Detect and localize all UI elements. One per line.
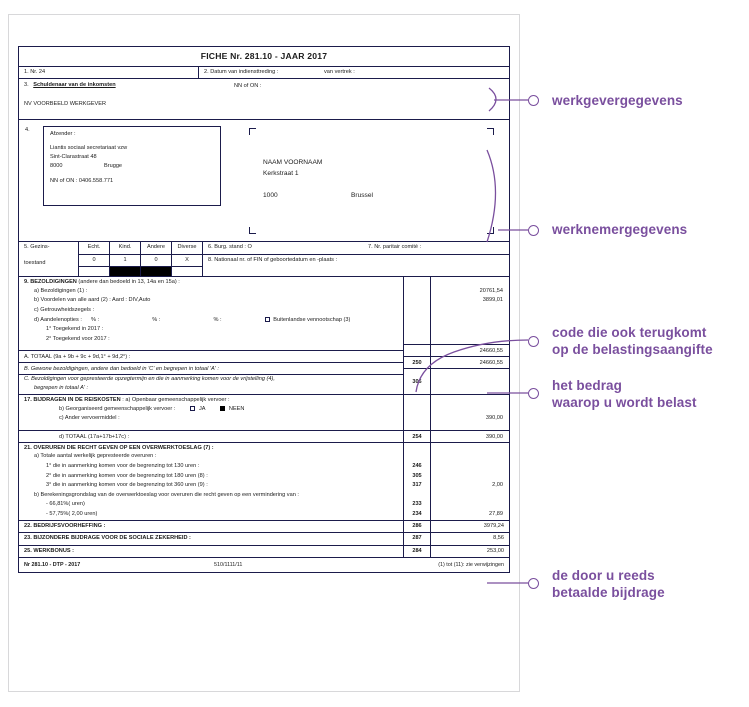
- werkbonus-label: 25. WERKBONUS :: [24, 547, 75, 554]
- label-afzender: Afzender :: [50, 131, 76, 138]
- header-kind: Kind.: [110, 242, 141, 254]
- value-bezoldigingen-c: [431, 306, 509, 316]
- annotation-code-line2: op de belastingsaangifte: [552, 341, 713, 357]
- recipient-zip: 1000: [263, 192, 278, 200]
- section-bezoldigingen: [19, 277, 509, 395]
- code-254: 254: [404, 430, 430, 442]
- overuren-pct-row-2: - 57,75%( 2,00 uren): [46, 510, 98, 517]
- section3-number: 3.: [24, 82, 29, 89]
- field-nr: 1. Nr. 24: [19, 67, 199, 79]
- gewone-bezoldigingen-label: B. Gewone bezoldigingen, andere dan bedoeld in 'C' en begrepen in totaal 'A' :: [19, 362, 403, 374]
- value-code-317: 2,00: [492, 482, 503, 489]
- annotation-werknemergegevens-text: werknemergegevens: [552, 222, 688, 237]
- annotation-bedrag-line2: waarop u wordt belast: [552, 394, 697, 410]
- header-andere: Andere: [141, 242, 172, 254]
- aandelen-pct-2: % :: [152, 316, 161, 323]
- reiskosten-value-column: [431, 395, 509, 442]
- code-cell-blank-totaal: [404, 344, 430, 356]
- gezinstoestand-value-row: [79, 255, 202, 268]
- value-totaal-a: 24660,55: [431, 344, 509, 356]
- code-250: 250: [404, 356, 430, 368]
- reiskosten-line-c: c) Ander vervoermiddel :: [59, 415, 120, 422]
- gezinstoestand-redacted-row: [79, 267, 202, 276]
- section-schuldenaar: [19, 79, 509, 120]
- value-code-250: 24660,55: [431, 356, 509, 368]
- label-van-vertrek: van vertrek :: [324, 68, 355, 75]
- reiskosten-heading-bold: 17. BIJDRAGEN IN DE REISKOSTEN: [24, 396, 121, 403]
- annotation-marker-werkgevergegevens: [528, 95, 539, 106]
- section-overuren: [19, 443, 509, 521]
- bezoldigingen-left: [19, 277, 403, 394]
- sender-street: Sint-Clarastraat 48: [50, 153, 97, 160]
- footer-center: 510/1111/11: [214, 562, 243, 569]
- field-nationaal-nr: 8. Nationaal nr. of FIN of geboortedatum en -plaats :: [208, 256, 338, 263]
- overuren-line-a: a) Totale aantal werkelijk gepresteerde overuren :: [34, 453, 157, 460]
- value-code-234: 27,89: [489, 510, 503, 517]
- bezoldigingen-line-a: a) Bezoldigingen (1) :: [34, 287, 88, 294]
- section-afzender-geadresseerde: [19, 120, 509, 242]
- value-code-284: 253,00: [486, 547, 504, 554]
- recipient-city: Brussel: [351, 192, 373, 200]
- aandelen-pct-1: % :: [91, 316, 100, 323]
- annotation-bedrag-line1: het bedrag: [552, 378, 623, 393]
- annotation-marker-werknemergegevens: [528, 225, 539, 236]
- reiskosten-ja-checkbox[interactable]: [190, 406, 195, 411]
- code-233: 233: [412, 501, 422, 508]
- header-echt: Echt.: [79, 242, 110, 254]
- gezinstoestand-header-row: [79, 242, 202, 255]
- overuren-value-column: [431, 443, 509, 520]
- overuren-left: [19, 443, 403, 520]
- value-code-254: 390,00: [431, 430, 509, 442]
- sender-box: [43, 126, 221, 206]
- redacted-cell-2: [110, 267, 141, 276]
- reiskosten-ja-label: JA: [198, 405, 206, 412]
- value-andere: 0: [141, 255, 172, 267]
- code-317: 317: [412, 482, 422, 489]
- reiskosten-line-d: d) TOTAAL (17a+17b+17c) :: [19, 430, 403, 442]
- section-werkbonus: [19, 546, 509, 559]
- crop-mark-top-right-icon: [487, 128, 494, 135]
- buitenlandse-vennootschap-checkbox[interactable]: [265, 317, 270, 322]
- reiskosten-line-b: [19, 405, 403, 415]
- reiskosten-heading: [19, 395, 403, 405]
- label-datum-indiensttreding: 2. Datum van indiensttreding :: [204, 68, 279, 75]
- opzegtermijn-label-1: C. Bezoldigingen voor gepresteerde opzegtermijn en die in aanmerking komen voor de vrijstelling (4),: [19, 374, 403, 384]
- bezoldigingen-line-b: b) Voordelen van alle aard (2) : Aard : DIV,Auto: [34, 297, 151, 304]
- bedrijfsvoorheffing-label: 22. BEDRIJFSVOORHEFFING :: [24, 522, 106, 529]
- overuren-line-b: b) Berekeningsgrondslag van de overwerktoeslag voor overuren die recht geven op een vermindering van :: [34, 491, 299, 498]
- buitenlandse-vennootschap-label: Buitenlandse vennootschap (3): [273, 316, 351, 323]
- recipient-street: Kerkstraat 1: [263, 169, 299, 177]
- section3-heading: Schuldenaar van de inkomsten: [33, 82, 116, 89]
- opzegtermijn-label-2: begrepen in totaal A' :: [34, 384, 89, 391]
- field-dates: [199, 67, 509, 79]
- header-diverse: Diverse: [177, 244, 197, 251]
- annotation-werkgevergegevens-text: werkgevergegevens: [552, 93, 683, 108]
- value-code-305: [431, 472, 509, 482]
- code-284: 284: [403, 546, 431, 558]
- overuren-code-column: [403, 443, 431, 520]
- field-burg-stand: 6. Burg. stand : O: [208, 244, 252, 251]
- row-nr: [19, 67, 509, 80]
- redacted-cell-4: [172, 267, 202, 276]
- redacted-cell-1: [79, 267, 110, 276]
- overuren-row-2: 2° die in aanmerking komen voor de begrenzing tot 180 uren (8) :: [46, 472, 208, 479]
- overuren-pct-row-1: - 66,81%( uren): [46, 501, 85, 508]
- code-234: 234: [412, 510, 422, 517]
- annotation-betaalde-bijdrage: [552, 568, 665, 602]
- gezinstoestand-label: [19, 242, 79, 276]
- annotation-code-line1: code die ook terugkomt: [552, 325, 707, 340]
- value-code-306: [431, 368, 509, 388]
- value-bezoldigingen-a: 20761,54: [479, 287, 503, 294]
- gezinstoestand-label-line1: 5. Gezins-: [24, 244, 50, 251]
- value-code-233: [431, 500, 509, 510]
- crop-mark-bottom-right-icon: [487, 227, 494, 234]
- overuren-row-3: 3° die in aanmerking komen voor de begrenzing tot 360 uren (9) :: [46, 482, 208, 489]
- value-echt: 0: [79, 255, 110, 267]
- crop-mark-top-left-icon: [249, 128, 256, 135]
- code-246: 246: [412, 462, 422, 469]
- annotation-code-belastingaangifte: [552, 325, 713, 359]
- value-code-286: 3979,24: [483, 522, 504, 529]
- tax-form-fiche: [18, 46, 510, 573]
- form-footer: [19, 558, 509, 572]
- section-bedrijfsvoorheffing: [19, 521, 509, 534]
- section4-number: 4.: [25, 127, 30, 134]
- code-306: 306: [404, 368, 430, 388]
- reiskosten-heading-rest: : a) Openbaar gemeenschappelijk vervoer :: [122, 396, 230, 403]
- bezoldigingen-heading: [19, 277, 403, 287]
- form-title: FICHE Nr. 281.10 - JAAR 2017: [19, 47, 509, 67]
- overuren-heading: 21. OVERUREN DIE RECHT GEVEN OP EEN OVERWERKTOESLAG (7) :: [24, 444, 214, 451]
- value-code-246: [431, 462, 509, 472]
- annotation-bijdrage-line1: de door u reeds: [552, 568, 655, 583]
- value-company-name: NV VOORBEELD WERKGEVER: [24, 101, 107, 108]
- sender-city: Brugge: [104, 162, 123, 169]
- aandelen-pct-3: % :: [213, 316, 222, 323]
- value-diverse: X: [185, 256, 189, 263]
- bezoldigingen-value-column: [431, 277, 509, 394]
- bijzondere-bijdrage-label: 23. BIJZONDERE BIJDRAGE VOOR DE SOCIALE ZEKERHEID :: [24, 535, 191, 542]
- annotation-werkgevergegevens: [552, 93, 683, 110]
- bezoldigingen-heading-rest: (andere dan bedoeld in 13, 14a en 15a) :: [78, 279, 180, 286]
- gezinstoestand-grid: [79, 242, 203, 276]
- toegekend-in-2017: 1° Toegekend in 2017 :: [46, 326, 104, 333]
- reiskosten-neen-label: NEEN: [228, 405, 245, 412]
- code-305: 305: [412, 472, 422, 479]
- sender-name: Liantis sociaal secretariaat vzw: [50, 144, 128, 151]
- bezoldigingen-line-c: c) Getrouwheidszegels :: [34, 307, 95, 314]
- value-code-287: 8,56: [493, 535, 504, 542]
- value-reiskosten-c: 390,00: [485, 415, 503, 422]
- crop-mark-bottom-left-icon: [249, 227, 256, 234]
- footer-right: (1) tot (11): zie verwijzingen: [438, 562, 504, 569]
- recipient-name: NAAM VOORNAAM: [263, 159, 323, 167]
- label-nn-of-on: NN of ON :: [234, 83, 262, 90]
- annotation-bedrag-belast: [552, 378, 697, 412]
- reiskosten-neen-checkbox[interactable]: [220, 406, 225, 411]
- burgerlijke-stand-block: [203, 242, 509, 276]
- bezoldigingen-code-column: [403, 277, 431, 394]
- annotation-werknemergegevens: [552, 222, 687, 239]
- overuren-row-1: 1° die in aanmerking komen voor de begrenzing tot 130 uren :: [46, 462, 200, 469]
- aandelenopties-label: d) Aandelenopties :: [34, 316, 82, 323]
- section-reiskosten: [19, 395, 509, 443]
- section-gezinstoestand: [19, 242, 509, 277]
- code-286: 286: [403, 521, 431, 533]
- totaal-a-label: A. TOTAAL (9a + 9b + 9c + 9d,1° + 9d,2°) :: [19, 350, 403, 362]
- footer-left: Nr 281.10 - DTP - 2017: [24, 562, 81, 569]
- section-bijzondere-bijdrage: [19, 533, 509, 546]
- toegekend-voor-2017: 2° Toegekend voor 2017 :: [46, 335, 110, 342]
- annotation-marker-betaalde-bijdrage: [528, 578, 539, 589]
- sender-nn-of-on: NN of ON : 0406.558.771: [50, 178, 114, 185]
- bezoldigingen-heading-bold: 9. BEZOLDIGINGEN: [24, 279, 77, 286]
- field-paritair-comite: 7. Nr. paritair comité :: [368, 244, 422, 251]
- value-bezoldigingen-b: 3899,01: [482, 297, 503, 304]
- sender-zip: 8000: [50, 162, 63, 169]
- reiskosten-line-b-label: b) Georganiseerd gemeenschappelijk vervoer :: [59, 405, 176, 412]
- annotation-marker-bedrag-belast: [528, 388, 539, 399]
- reiskosten-left: [19, 395, 403, 442]
- recipient-address: [263, 158, 373, 202]
- redacted-cell-3: [141, 267, 172, 276]
- reiskosten-code-column: [403, 395, 431, 442]
- annotation-marker-code-belastingaangifte: [528, 336, 539, 347]
- annotation-bijdrage-line2: betaalde bijdrage: [552, 584, 665, 600]
- value-kind: 1: [110, 255, 141, 267]
- gezinstoestand-label-line2: toestand: [24, 259, 46, 266]
- bezoldigingen-line-d: [19, 316, 403, 326]
- code-287: 287: [403, 533, 431, 545]
